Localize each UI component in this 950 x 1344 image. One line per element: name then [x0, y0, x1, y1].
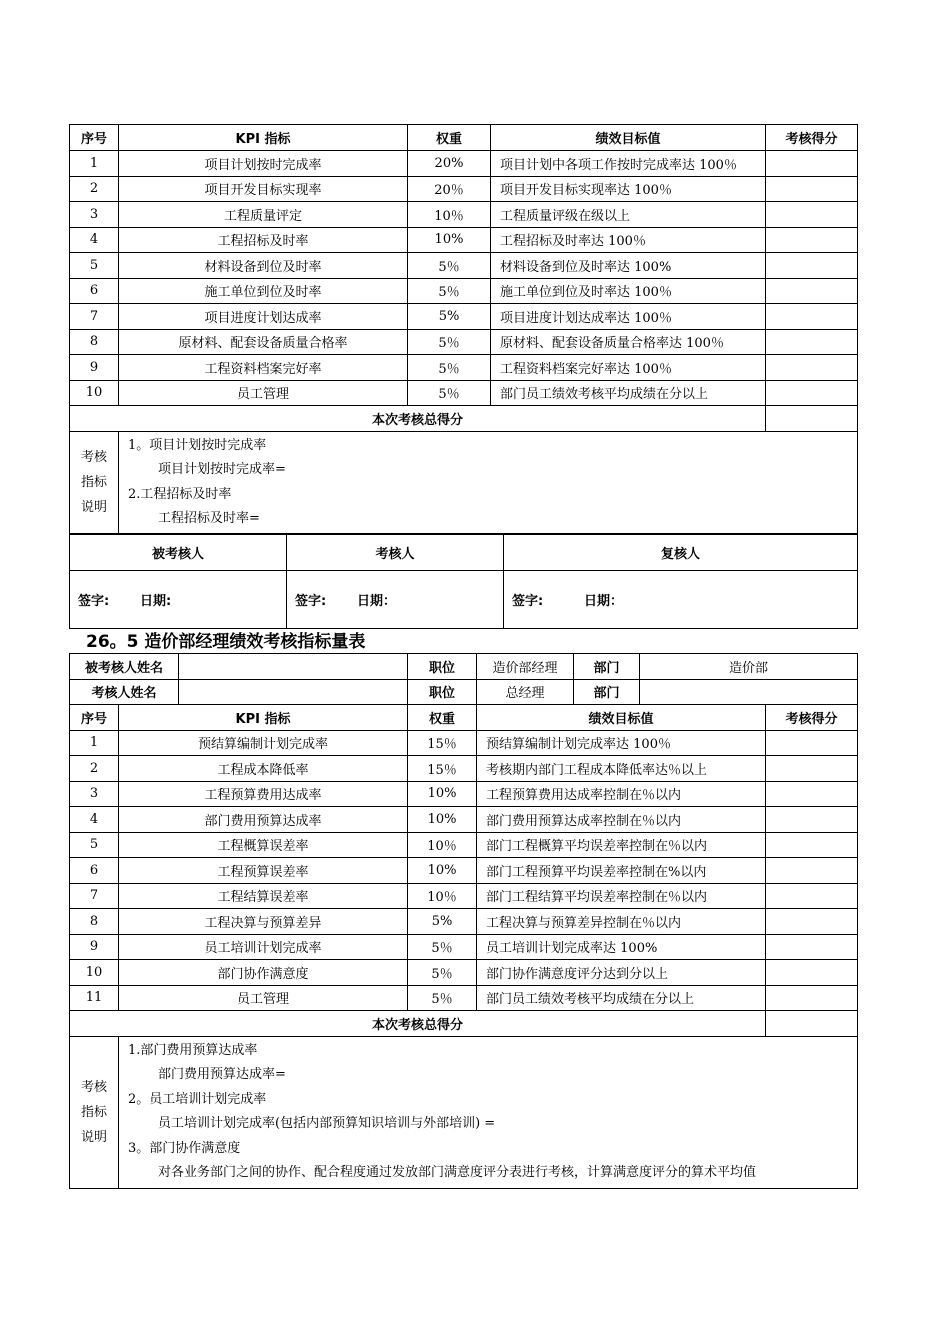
info-row: [70, 679, 858, 705]
header-weight: 权重: [408, 125, 491, 151]
row-kpi: 工程质量评定: [119, 202, 408, 228]
row-weight: 5％: [408, 985, 477, 1011]
row-score-cell[interactable]: [766, 756, 858, 782]
notes-label-line: 考核: [80, 450, 107, 466]
position-label: 职位: [408, 679, 477, 705]
row-target: 部门费用预算达成率控制在％以内: [477, 807, 766, 833]
table-row: [70, 202, 858, 228]
evaluator-sign-cell[interactable]: [287, 571, 504, 629]
evaluator-name-label: 考核人姓名: [70, 679, 179, 705]
table-row: [70, 355, 858, 381]
table-row: [70, 909, 858, 935]
row-no: 5: [70, 253, 119, 279]
row-target: 员工培训计划完成率达 100%: [477, 934, 766, 960]
row-target: 项目计划中各项工作按时完成率达 100％: [491, 151, 766, 177]
total-score-cell[interactable]: [766, 1011, 858, 1037]
note-line: 1。项目计划按时完成率: [128, 437, 267, 453]
table-row: [70, 934, 858, 960]
row-kpi: 部门协作满意度: [119, 960, 408, 986]
notes-row: [70, 431, 858, 534]
note-line: 部门费用预算达成率=: [158, 1067, 286, 1083]
row-weight: 20%: [408, 151, 491, 177]
note-line: 对各业务部门之间的协作、配合程度通过发放部门满意度评分表进行考核，计算满意度评分的算术平均值: [158, 1165, 757, 1181]
row-target: 工程预算费用达成率控制在％以内: [477, 781, 766, 807]
position-label: 职位: [408, 654, 477, 680]
header-score: 考核得分: [766, 705, 858, 731]
row-weight: 15％: [408, 730, 477, 756]
evaluator-name-field[interactable]: [179, 679, 408, 705]
evaluatee-name-label: 被考核人姓名: [70, 654, 179, 680]
row-weight: 5％: [408, 380, 491, 406]
position-value: 总经理: [477, 679, 574, 705]
row-kpi: 部门费用预算达成率: [119, 807, 408, 833]
row-kpi: 原材料、配套设备质量合格率: [119, 329, 408, 355]
row-score-cell[interactable]: [766, 202, 858, 228]
row-weight: 20％: [408, 176, 491, 202]
table-row: [70, 832, 858, 858]
notes-label-line: 说明: [80, 1129, 107, 1145]
header-kpi: KPI 指标: [119, 705, 408, 731]
row-kpi: 工程预算误差率: [119, 858, 408, 884]
section-title: 26。5 造价部经理绩效考核指标量表: [86, 632, 366, 652]
total-score-label: 本次考核总得分: [70, 1011, 766, 1037]
note-line: 项目计划按时完成率=: [158, 462, 286, 478]
row-score-cell[interactable]: [766, 832, 858, 858]
position-value: 造价部经理: [477, 654, 574, 680]
table-row: [70, 807, 858, 833]
row-kpi: 工程结算误差率: [119, 883, 408, 909]
table-row: [70, 730, 858, 756]
header-target: 绩效目标值: [477, 705, 766, 731]
dept-value: 造价部: [640, 654, 858, 680]
evaluator-header: 考核人: [287, 534, 504, 571]
notes-label-line: 说明: [80, 500, 107, 516]
row-kpi: 施工单位到位及时率: [119, 278, 408, 304]
dept-value[interactable]: [640, 679, 858, 705]
row-no: 3: [70, 781, 119, 807]
row-score-cell[interactable]: [766, 883, 858, 909]
row-no: 2: [70, 176, 119, 202]
row-weight: 5%: [408, 909, 477, 935]
row-no: 10: [70, 960, 119, 986]
table-row: [70, 781, 858, 807]
row-kpi: 工程资料档案完好率: [119, 355, 408, 381]
row-target: 部门工程预算平均误差率控制在%以内: [477, 858, 766, 884]
row-score-cell[interactable]: [766, 909, 858, 935]
table-row: [70, 227, 858, 253]
row-kpi: 工程预算费用达成率: [119, 781, 408, 807]
table-row: [70, 278, 858, 304]
notes-body: [119, 431, 858, 534]
row-target: 部门员工绩效考核平均成绩在分以上: [477, 985, 766, 1011]
row-score-cell[interactable]: [766, 934, 858, 960]
row-score-cell[interactable]: [766, 730, 858, 756]
signature-table: [69, 533, 858, 629]
total-score-cell[interactable]: [766, 406, 858, 432]
table-row: [70, 329, 858, 355]
row-target: 工程决算与预算差异控制在％以内: [477, 909, 766, 935]
row-no: 10: [70, 380, 119, 406]
row-target: 材料设备到位及时率达 100%: [491, 253, 766, 279]
row-weight: 5％: [408, 960, 477, 986]
row-no: 5: [70, 832, 119, 858]
row-target: 部门工程结算平均误差率控制在％以内: [477, 883, 766, 909]
row-kpi: 工程成本降低率: [119, 756, 408, 782]
table-row: [70, 380, 858, 406]
row-no: 8: [70, 329, 119, 355]
sign-label: 签字:: [295, 594, 327, 609]
notes-label: [70, 431, 119, 534]
row-weight: 10%: [408, 858, 477, 884]
row-weight: 5％: [408, 253, 491, 279]
header-kpi: KPI 指标: [119, 125, 408, 151]
kpi-table-2: [69, 653, 858, 1189]
header-weight: 权重: [408, 705, 477, 731]
row-kpi: 项目进度计划达成率: [119, 304, 408, 330]
notes-row: [70, 1036, 858, 1189]
row-target: 部门协作满意度评分达到分以上: [477, 960, 766, 986]
header-no: 序号: [70, 705, 119, 731]
table-row: [70, 883, 858, 909]
row-target: 施工单位到位及时率达 100％: [491, 278, 766, 304]
total-score-row: [70, 406, 858, 432]
row-no: 1: [70, 151, 119, 177]
date-label: 日期：: [357, 594, 397, 609]
row-target: 考核期内部门工程成本降低率达％以上: [477, 756, 766, 782]
note-line: 1.部门费用预算达成率: [128, 1042, 258, 1058]
row-target: 项目进度计划达成率达 100％: [491, 304, 766, 330]
row-kpi: 工程概算误差率: [119, 832, 408, 858]
row-score-cell[interactable]: [766, 985, 858, 1011]
note-line: 2。员工培训计划完成率: [128, 1091, 267, 1107]
table-row: [70, 960, 858, 986]
row-score-cell[interactable]: [766, 807, 858, 833]
date-label: 日期:: [140, 594, 172, 609]
note-line: 工程招标及时率=: [158, 511, 260, 527]
table-row: [70, 176, 858, 202]
table-row: [70, 151, 858, 177]
row-score-cell[interactable]: [766, 781, 858, 807]
row-weight: 10％: [408, 202, 491, 228]
header-target: 绩效目标值: [491, 125, 766, 151]
row-weight: 5％: [408, 278, 491, 304]
total-score-label: 本次考核总得分: [70, 406, 766, 432]
row-kpi: 预结算编制计划完成率: [119, 730, 408, 756]
evaluatee-header: 被考核人: [70, 534, 287, 571]
note-line: 2.工程招标及时率: [128, 486, 232, 502]
notes-label: [70, 1036, 119, 1189]
notes-label-line: 指标: [80, 1104, 107, 1120]
row-no: 6: [70, 278, 119, 304]
row-weight: 5％: [408, 934, 477, 960]
row-score-cell[interactable]: [766, 960, 858, 986]
dept-label: 部门: [574, 679, 640, 705]
row-no: 11: [70, 985, 119, 1011]
table-row: [70, 985, 858, 1011]
row-target: 原材料、配套设备质量合格率达 100％: [491, 329, 766, 355]
row-kpi: 项目开发目标实现率: [119, 176, 408, 202]
row-kpi: 项目计划按时完成率: [119, 151, 408, 177]
row-kpi: 工程决算与预算差异: [119, 909, 408, 935]
notes-label-line: 考核: [80, 1079, 107, 1095]
row-no: 7: [70, 304, 119, 330]
row-no: 2: [70, 756, 119, 782]
row-kpi: 员工管理: [119, 985, 408, 1011]
row-score-cell[interactable]: [766, 355, 858, 381]
sign-label: 签字:: [78, 594, 110, 609]
row-score-cell[interactable]: [766, 858, 858, 884]
info-row: [70, 654, 858, 680]
total-score-row: [70, 1011, 858, 1037]
row-no: 1: [70, 730, 119, 756]
row-weight: 5％: [408, 355, 491, 381]
table-header-row: [70, 705, 858, 731]
reviewer-sign-cell[interactable]: [504, 571, 858, 629]
sign-label: 签字:: [512, 594, 544, 609]
table-header-row: [70, 125, 858, 151]
table-row: [70, 253, 858, 279]
notes-body: [119, 1036, 858, 1189]
table-row: [70, 304, 858, 330]
row-target: 部门工程概算平均误差率控制在％以内: [477, 832, 766, 858]
date-label: 日期：: [584, 594, 624, 609]
row-weight: 15％: [408, 756, 477, 782]
row-weight: 5％: [408, 329, 491, 355]
evaluatee-sign-cell[interactable]: [70, 571, 287, 629]
row-score-cell[interactable]: [766, 151, 858, 177]
row-weight: 10%: [408, 807, 477, 833]
row-weight: 10％: [408, 832, 477, 858]
note-line: 员工培训计划完成率(包括内部预算知识培训与外部培训) =: [158, 1116, 496, 1132]
row-target: 预结算编制计划完成率达 100％: [477, 730, 766, 756]
row-score-cell[interactable]: [766, 227, 858, 253]
note-line: 3。部门协作满意度: [128, 1140, 241, 1156]
row-weight: 5%: [408, 304, 491, 330]
row-no: 9: [70, 934, 119, 960]
row-weight: 10%: [408, 781, 477, 807]
reviewer-header: 复核人: [504, 534, 858, 571]
row-no: 8: [70, 909, 119, 935]
header-score: 考核得分: [766, 125, 858, 151]
row-target: 项目开发目标实现率达 100％: [491, 176, 766, 202]
row-weight: 10%: [408, 227, 491, 253]
row-target: 工程质量评级在级以上: [491, 202, 766, 228]
row-kpi: 材料设备到位及时率: [119, 253, 408, 279]
row-no: 7: [70, 883, 119, 909]
row-score-cell[interactable]: [766, 380, 858, 406]
header-no: 序号: [70, 125, 119, 151]
row-kpi: 工程招标及时率: [119, 227, 408, 253]
row-no: 4: [70, 227, 119, 253]
row-target: 工程资料档案完好率达 100％: [491, 355, 766, 381]
row-target: 部门员工绩效考核平均成绩在分以上: [491, 380, 766, 406]
row-score-cell[interactable]: [766, 304, 858, 330]
table-row: [70, 756, 858, 782]
row-kpi: 员工管理: [119, 380, 408, 406]
dept-label: 部门: [574, 654, 640, 680]
row-no: 6: [70, 858, 119, 884]
kpi-table-1: [69, 124, 858, 535]
row-no: 3: [70, 202, 119, 228]
row-score-cell[interactable]: [766, 329, 858, 355]
row-score-cell[interactable]: [766, 278, 858, 304]
row-weight: 10％: [408, 883, 477, 909]
row-score-cell[interactable]: [766, 253, 858, 279]
row-kpi: 员工培训计划完成率: [119, 934, 408, 960]
row-target: 工程招标及时率达 100％: [491, 227, 766, 253]
table-row: [70, 858, 858, 884]
evaluatee-name-field[interactable]: [179, 654, 408, 680]
row-no: 9: [70, 355, 119, 381]
row-no: 4: [70, 807, 119, 833]
row-score-cell[interactable]: [766, 176, 858, 202]
notes-label-line: 指标: [80, 475, 107, 491]
